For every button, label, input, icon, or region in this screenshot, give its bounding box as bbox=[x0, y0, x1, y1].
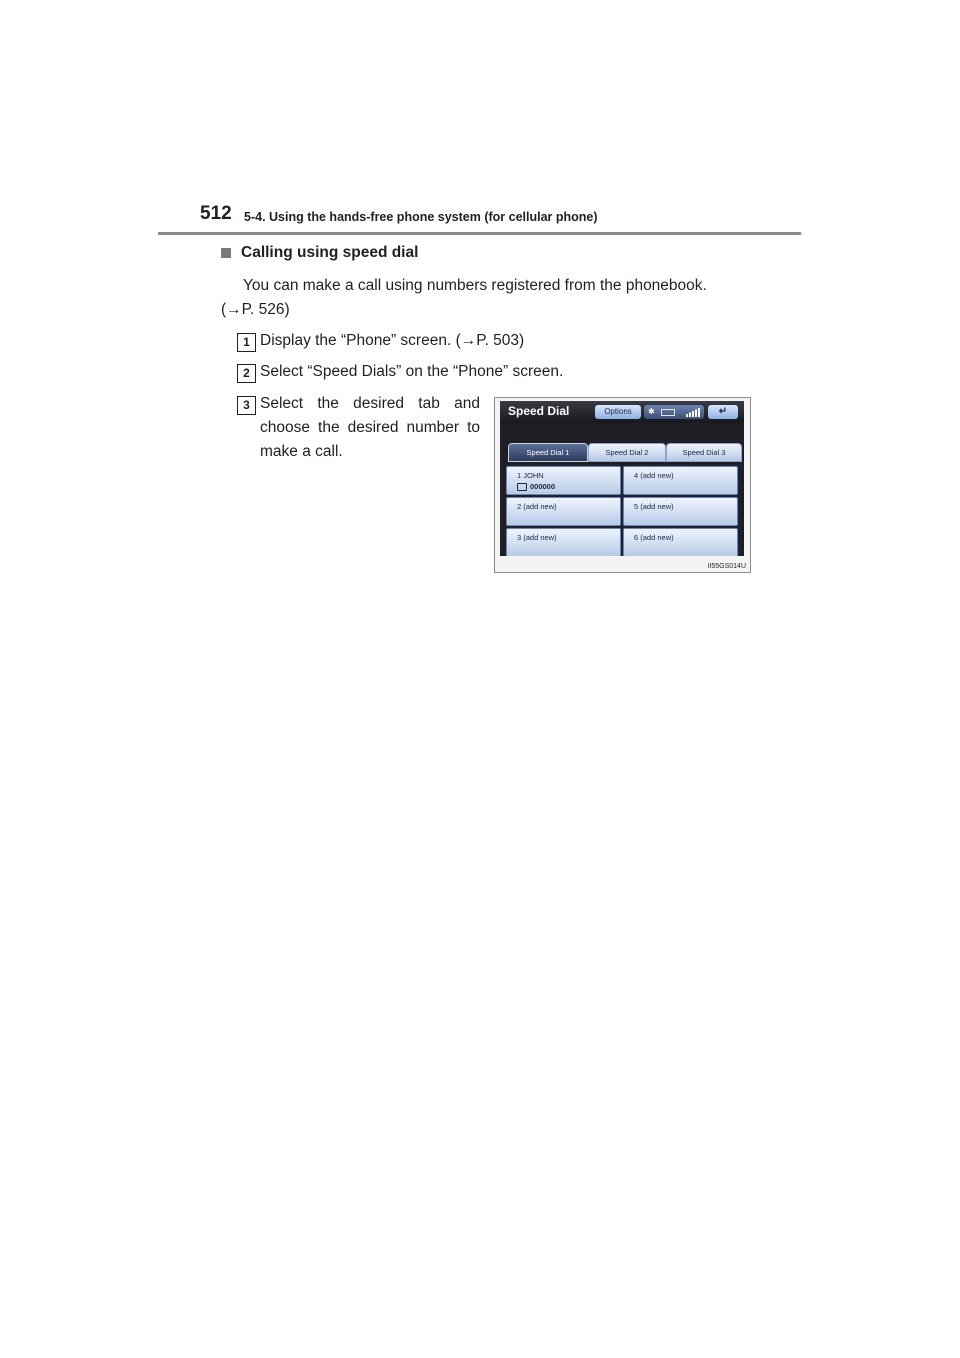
entry-number-text: 000000 bbox=[530, 482, 556, 491]
speed-dial-screen bbox=[500, 401, 744, 556]
phone-status-indicator bbox=[644, 405, 704, 419]
section-header: 5-4. Using the hands-free phone system (for cellular phone) bbox=[244, 210, 598, 224]
speed-dial-screen-figure bbox=[494, 397, 751, 573]
step-text-2: Select “Speed Dials” on the “Phone” screen. bbox=[260, 363, 564, 380]
entry-label: 2 (add new) bbox=[517, 502, 557, 511]
entry-label: 3 (add new) bbox=[517, 533, 557, 542]
step-text-1: Display the “Phone” screen. (→P. 503) bbox=[260, 332, 525, 349]
screen-header bbox=[500, 401, 744, 423]
subheading-text: Calling using speed dial bbox=[241, 244, 419, 261]
intro-line-1: You can make a call using numbers registered from the phonebook. bbox=[243, 277, 707, 294]
entry-label: 5 (add new) bbox=[634, 502, 674, 511]
page-number: 512 bbox=[200, 203, 232, 224]
subheading bbox=[221, 244, 418, 262]
square-bullet-icon bbox=[221, 248, 231, 258]
battery-icon bbox=[661, 409, 675, 416]
step-number-1: 1 bbox=[237, 333, 256, 352]
intro-line-2: (→P. 526) bbox=[221, 301, 290, 318]
speed-dial-entry-1[interactable] bbox=[506, 466, 621, 495]
header-rule bbox=[158, 232, 801, 235]
speed-dial-grid bbox=[506, 464, 740, 556]
tab-speed-dial-3[interactable]: Speed Dial 3 bbox=[666, 443, 742, 462]
signal-strength-icon bbox=[686, 408, 700, 417]
back-icon: ↵ bbox=[718, 406, 728, 417]
entry-label: 4 (add new) bbox=[634, 471, 674, 480]
entry-number bbox=[517, 482, 555, 491]
bluetooth-icon: ✱ bbox=[648, 407, 655, 416]
speed-dial-entry-3[interactable] bbox=[506, 528, 621, 556]
tab-speed-dial-2[interactable]: Speed Dial 2 bbox=[588, 443, 666, 462]
step-number-2: 2 bbox=[237, 364, 256, 383]
step-text-3: Select the desired tab and choose the desired number to make a call. bbox=[260, 395, 480, 460]
step-number-3: 3 bbox=[237, 396, 256, 415]
options-button[interactable]: Options bbox=[595, 405, 641, 419]
intro-paragraph bbox=[221, 274, 746, 322]
back-button[interactable] bbox=[708, 405, 738, 419]
speed-dial-tabs bbox=[500, 423, 744, 463]
speed-dial-entry-5[interactable] bbox=[623, 497, 738, 526]
entry-label: 1 JOHN bbox=[517, 471, 544, 480]
screen-title: Speed Dial bbox=[508, 404, 570, 418]
figure-code: II55GS014U bbox=[707, 563, 746, 570]
entry-label: 6 (add new) bbox=[634, 533, 674, 542]
tab-speed-dial-1[interactable]: Speed Dial 1 bbox=[508, 443, 588, 462]
phone-type-icon bbox=[517, 483, 527, 491]
speed-dial-entry-2[interactable] bbox=[506, 497, 621, 526]
speed-dial-entry-6[interactable] bbox=[623, 528, 738, 556]
speed-dial-entry-4[interactable] bbox=[623, 466, 738, 495]
